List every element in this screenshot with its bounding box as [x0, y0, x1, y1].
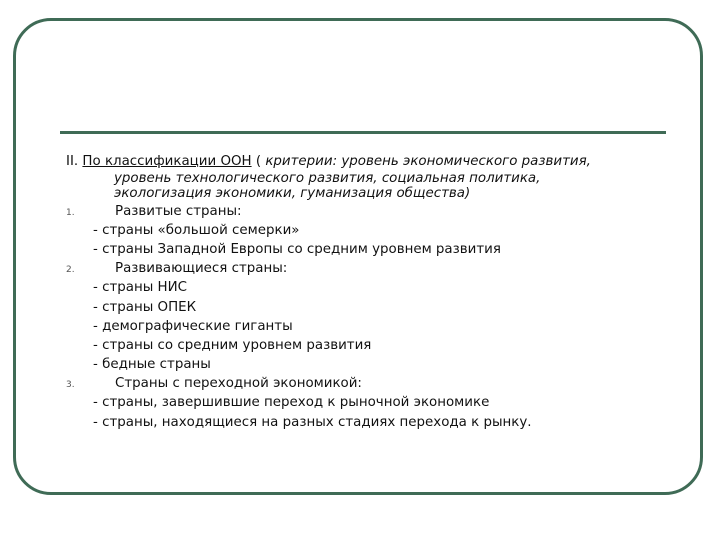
group-title: [66, 374, 666, 393]
group-title: [66, 259, 666, 278]
group-title-text: Развитые страны:: [115, 203, 242, 219]
list-item: - страны со средним уровнем развития: [93, 337, 372, 353]
list-item: - страны, завершившие переход к рыночной экономике: [93, 395, 490, 411]
list-item: - страны ОПЕК: [93, 299, 197, 315]
group-title-text: Страны с переходной экономикой:: [115, 376, 362, 392]
heading-prefix: II.: [66, 154, 83, 169]
criteria-line-2: уровень технологического развития, социальная политика,: [114, 171, 541, 187]
list-item: - страны «большой семерки»: [93, 222, 300, 238]
list-item: - страны НИС: [93, 280, 187, 296]
group-title: [66, 202, 666, 221]
group-number: 1.: [66, 207, 75, 218]
group-title-text: Развивающиеся страны:: [115, 261, 288, 277]
criteria-line-1: критерии: уровень экономического развития,: [265, 154, 591, 169]
list-item: - страны Западной Европы со средним уровнем развития: [93, 241, 501, 257]
heading-line: [66, 152, 666, 171]
list-item: - страны, находящиеся на разных стадиях перехода к рынку.: [93, 414, 532, 430]
group-number: 2.: [66, 265, 75, 276]
heading-paren: (: [251, 154, 266, 169]
title-divider: [60, 131, 666, 134]
list-item: - бедные страны: [93, 357, 211, 373]
list-item: - демографические гиганты: [93, 318, 293, 334]
slide-body: [66, 152, 666, 432]
group-number: 3.: [66, 380, 75, 391]
criteria-line-3: экологизация экономики, гуманизация общества): [114, 186, 471, 202]
heading-classification: По классификации ООН: [82, 154, 252, 169]
